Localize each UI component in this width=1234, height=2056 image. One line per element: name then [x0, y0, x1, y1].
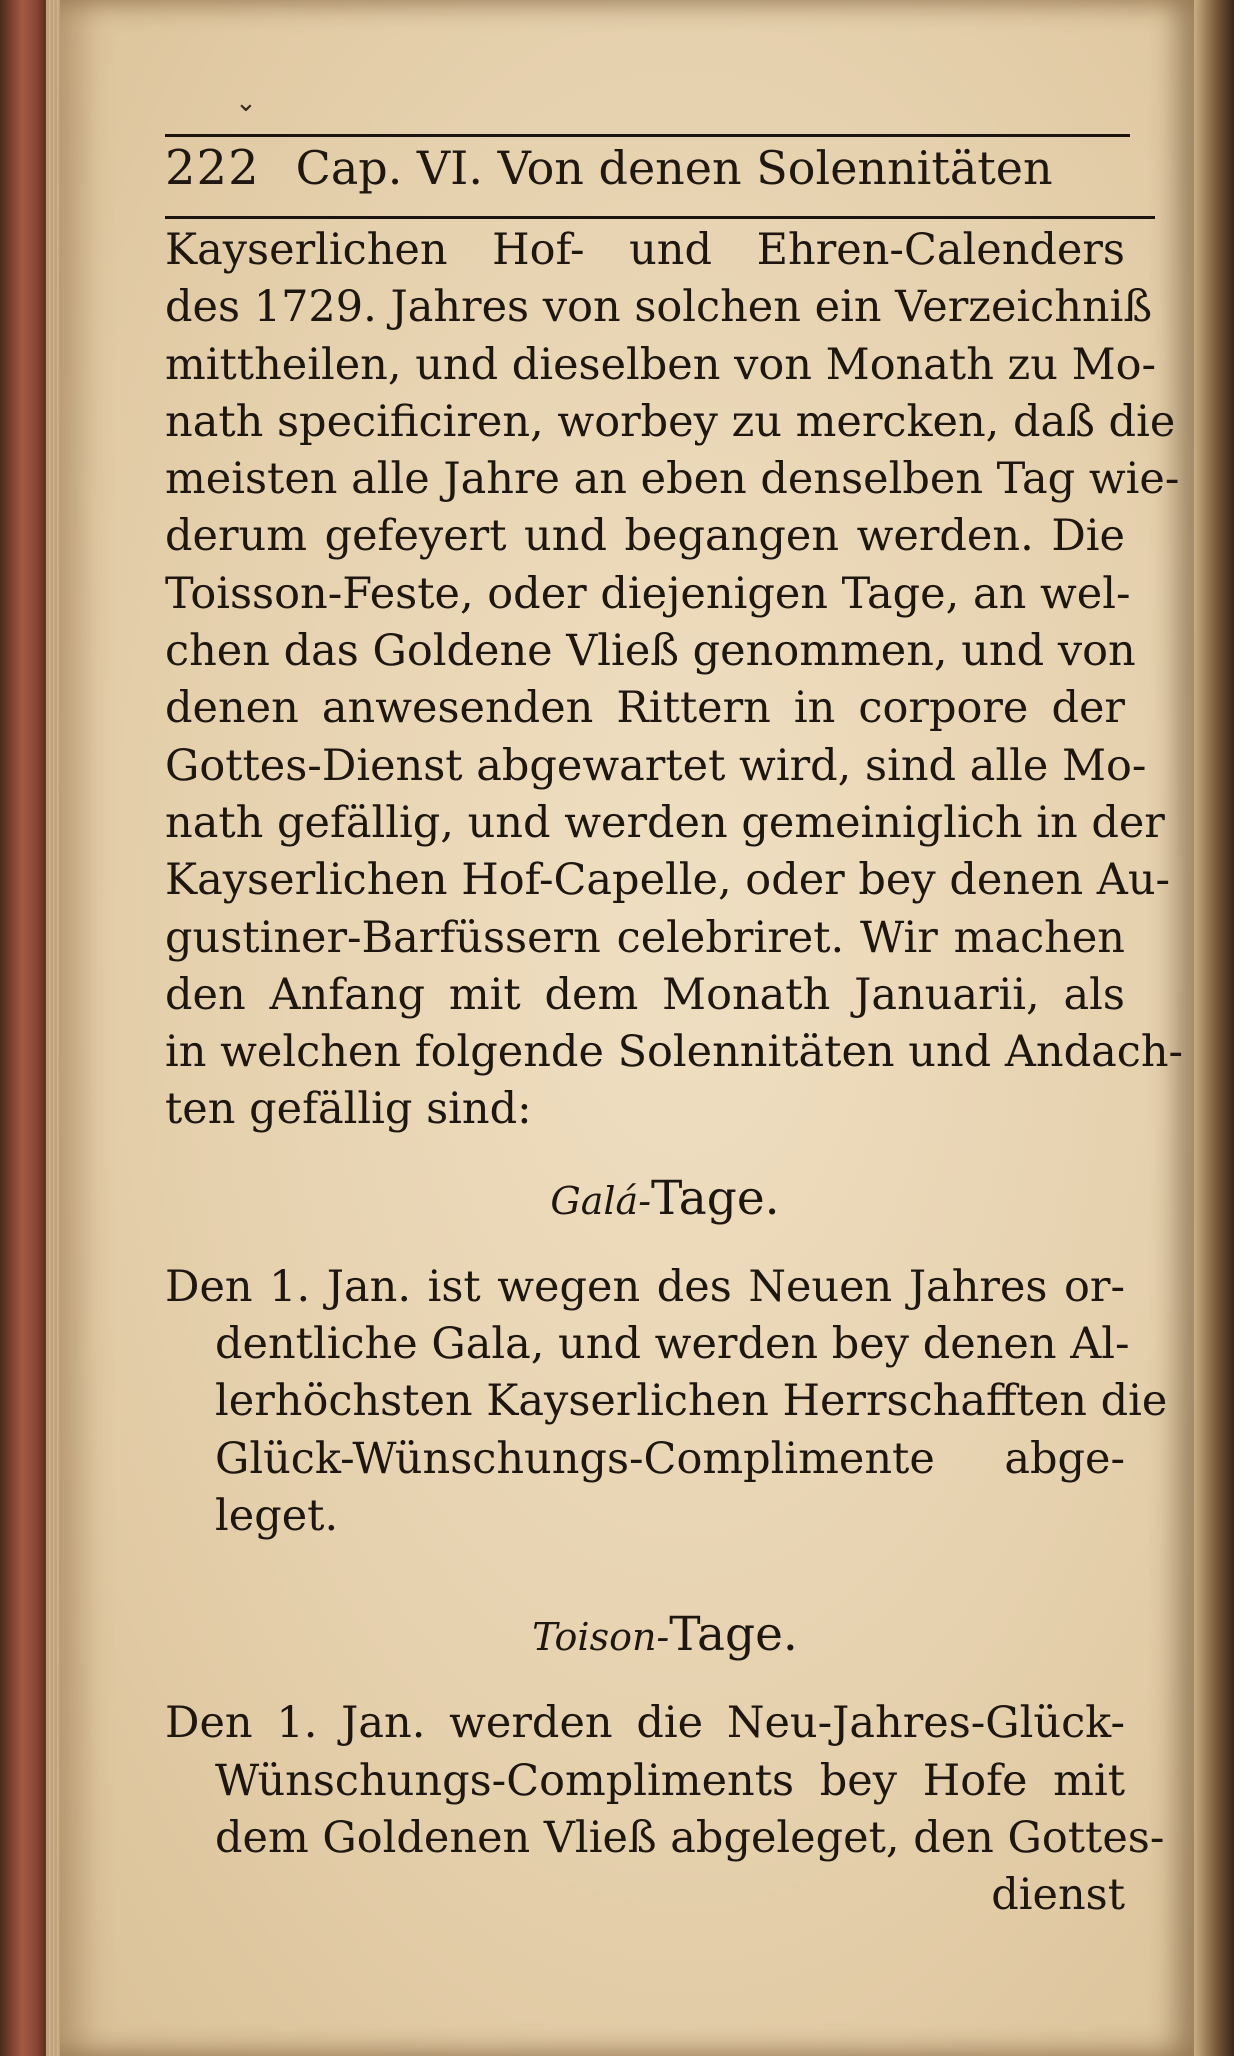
text-line: nath specificiren, worbey zu mercken, daß die [165, 396, 1176, 447]
text-line: Kayserlichen Hof- und Ehren-Calenders [165, 225, 1125, 275]
text-line: derum gefeyert und begangen werden. Die [165, 511, 1125, 562]
heading-rest: Tage. [669, 1607, 798, 1663]
entry-line: Den 1. Jan. ist wegen des Neuen Jahres or- [165, 1261, 1125, 1312]
text-line: mittheilen, und dieselben von Monath zu Mo- [165, 339, 1157, 390]
heading-italic: Toison- [532, 1615, 670, 1660]
text-line: Gottes-Dienst abgewartet wird, sind alle Mo- [165, 740, 1147, 791]
entry-line: Den 1. Jan. werden die Neu-Jahres-Glück- [165, 1698, 1125, 1749]
entry-line: dentliche Gala, und werden bey denen Al- [215, 1319, 1130, 1370]
section-heading-toison [165, 1575, 1125, 1695]
heading-rest: Tage. [651, 1170, 780, 1226]
catchword: dienst [991, 1870, 1125, 1921]
entry-line: dem Goldenen Vließ abgeleget, den Gottes- [215, 1812, 1165, 1863]
text-line: Kayserlichen Hof-Capelle, oder bey denen Au- [165, 855, 1171, 906]
text-line: denen anwesenden Rittern in corpore der [165, 683, 1125, 734]
text-line: in welchen folgende Solennitäten und Andach- [165, 1027, 1184, 1078]
text-line: Toisson-Feste, oder diejenigen Tage, an wel- [165, 568, 1131, 619]
section-heading-gala [165, 1139, 1125, 1259]
print-mark: ⌄ [235, 88, 257, 118]
text-line: des 1729. Jahres von solchen ein Verzeichniß [165, 282, 1153, 333]
entry-line: lerhöchsten Kayserlichen Herrschafften die [215, 1376, 1168, 1427]
entry-toison [165, 1695, 1165, 1867]
text-line: nath gefällig, und werden gemeiniglich in der [165, 797, 1165, 848]
intro-paragraph [165, 222, 1184, 1139]
heading-italic: Galá- [550, 1178, 652, 1223]
text-line: ten gefällig sind: [165, 1084, 532, 1135]
header-rule-top [165, 134, 1130, 137]
text-line: meisten alle Jahre an eben denselben Tag wie- [165, 454, 1180, 505]
text-line: gustiner-Barfüssern celebriret. Wir machen [165, 912, 1125, 963]
text-line: den Anfang mit dem Monath Januarii, als [165, 969, 1125, 1020]
entry-line: Glück-Wünschungs-Complimente abge- [215, 1433, 1125, 1484]
page-number: 222 [165, 140, 260, 196]
running-title: Cap. VI. Von denen Solennitäten [295, 141, 1053, 195]
entry-line: leget. [215, 1490, 339, 1541]
book-gutter [1194, 0, 1234, 2056]
page-text [165, 222, 1184, 1924]
header-rule-bottom [165, 216, 1155, 219]
text-line: chen das Goldene Vließ genommen, und von [165, 626, 1136, 677]
entry-gala [165, 1259, 1168, 1545]
entry-line: Wünschungs-Compliments bey Hofe mit [215, 1755, 1125, 1806]
running-head [165, 140, 1125, 210]
